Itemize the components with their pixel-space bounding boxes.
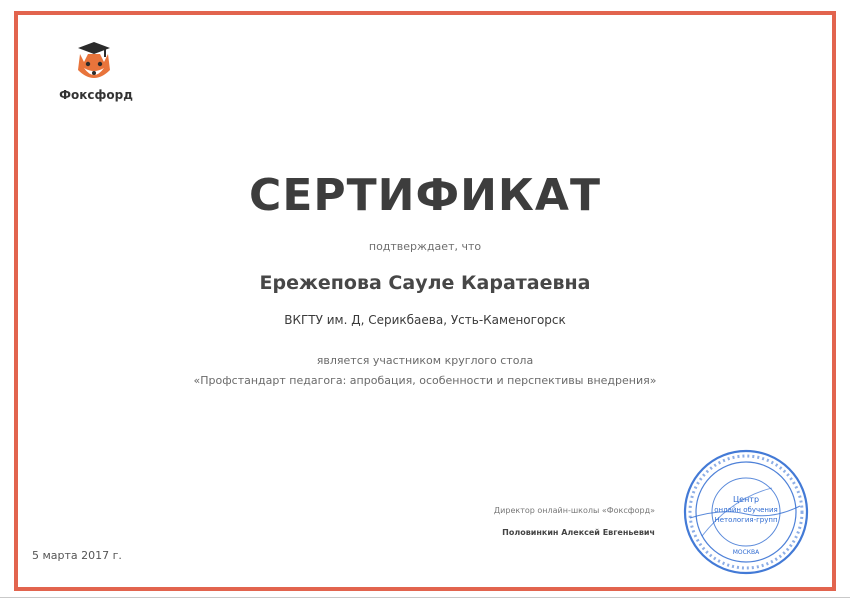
director-name: Половинкин Алексей Евгеньевич — [502, 528, 655, 537]
seal-city: МОСКВА — [732, 549, 760, 556]
confirms-text: подтверждает, что — [368, 240, 482, 253]
director-role: Директор онлайн-школы «Фоксфорд» — [493, 506, 655, 515]
seal-line-1: Центр — [732, 495, 760, 504]
recipient-name: Ережепова Сауле Каратаевна — [259, 272, 591, 294]
seal-line-3: Нетология-групп — [714, 516, 778, 524]
fox-logo-icon — [74, 40, 114, 84]
certificate-title: СЕРТИФИКАТ — [249, 170, 601, 221]
organization-seal — [682, 448, 810, 576]
page-edge-line — [0, 597, 850, 598]
issue-date: 5 марта 2017 г. — [32, 549, 122, 562]
foxford-logo — [56, 40, 156, 110]
recipient-organization: ВКГТУ им. Д, Серикбаева, Усть-Каменогорск — [284, 313, 566, 327]
seal-line-2: онлайн обучения — [714, 506, 778, 514]
event-title: «Профстандарт педагога: апробация, особенности и перспективы внедрения» — [193, 374, 657, 387]
participation-text: является участником круглого стола — [316, 354, 534, 367]
logo-text: Фоксфорд — [59, 88, 133, 102]
